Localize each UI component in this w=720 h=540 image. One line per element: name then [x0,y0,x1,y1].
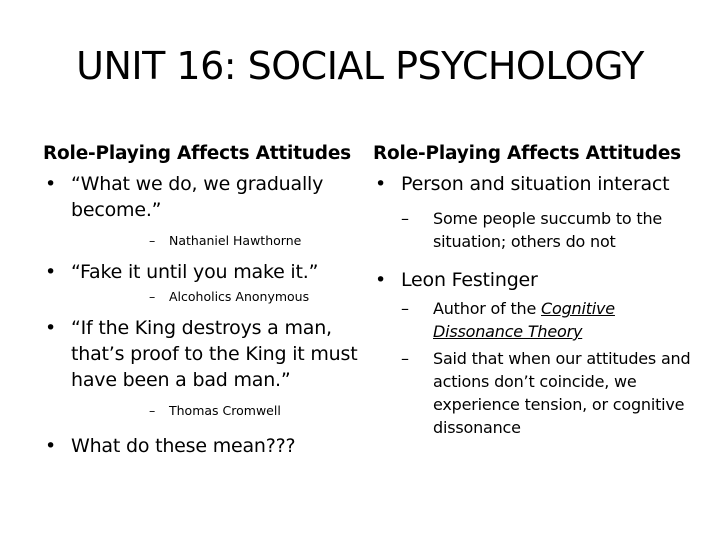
attribution-alcoholics-anonymous: – Alcoholics Anonymous [43,289,361,305]
slide-title: UNIT 16: SOCIAL PSYCHOLOGY [76,44,644,88]
attribution-hawthorne: – Nathaniel Hawthorne [43,233,361,249]
quote-alcoholics-anonymous: • “Fake it until you make it.” [43,259,361,285]
attribution-cromwell: – Thomas Cromwell [43,403,361,419]
sub-bullet-succumb: – Some people succumb to the situation; others do not [373,207,703,253]
sub-bullet-author [373,297,703,343]
quote-hawthorne: • “What we do, we gradually become.” [43,171,361,223]
sub-bullet-tension: – Said that when our attitudes and actions don’t coincide, we experience tension, or cognitive dissonance [373,347,703,439]
left-column [43,141,361,459]
left-column-heading: Role-Playing Affects Attitudes [43,143,351,164]
bullet-leon-festinger: • Leon Festinger [373,267,703,293]
cognitive-dissonance-theory-title: Cognitive Dissonance Theory [433,299,615,341]
sub-bullet-author-prefix: Author of the [433,299,542,318]
right-column-heading: Role-Playing Affects Attitudes [373,143,681,164]
bullet-person-situation: • Person and situation interact [373,171,703,197]
right-column [373,141,703,439]
discussion-question: • What do these mean??? [43,433,361,459]
quote-cromwell: • “If the King destroys a man, that’s proof to the King it must have been a bad man.” [43,315,361,393]
